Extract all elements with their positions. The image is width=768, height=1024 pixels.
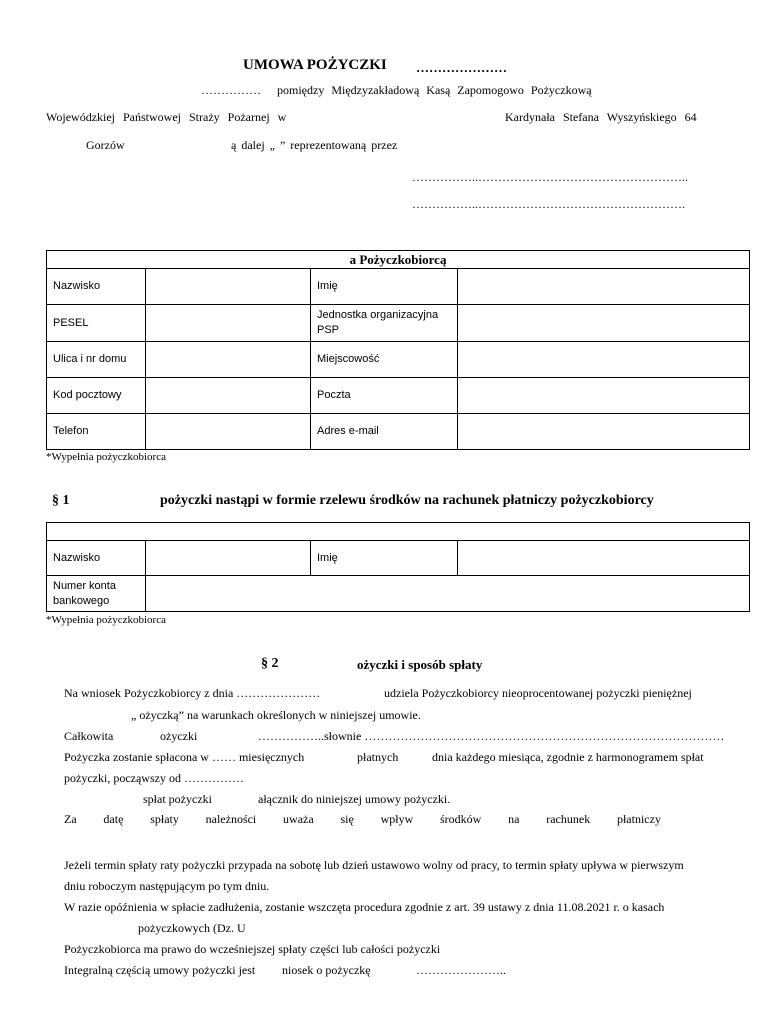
s2-line5: pożyczki, począwszy od …………… — [64, 771, 244, 785]
label-imie: Imię — [311, 269, 458, 305]
table-row — [47, 378, 750, 414]
s2-line2: „ ożyczką” na warunkach określonych w niniejszej umowie. — [131, 708, 421, 722]
s2-line7-word: rachunek — [546, 812, 591, 826]
field-imie[interactable] — [458, 269, 750, 305]
table-row — [47, 269, 750, 305]
s2-line7-word: na — [508, 812, 520, 826]
representative-line-1: ……………..…………………………………………….. — [412, 170, 688, 184]
s2-line7-word: spłaty — [150, 812, 179, 826]
label-poczta: Poczta — [311, 378, 458, 414]
representative-line-2: ……………..……………………………………………. — [412, 197, 685, 211]
header-line1-dots: …………… — [201, 83, 261, 97]
s2-para5-c: ………………….. — [416, 963, 506, 977]
title-dots: ………………… — [416, 60, 507, 75]
label-account-imie: Imię — [311, 541, 458, 576]
table-row — [47, 342, 750, 378]
field-email[interactable] — [458, 414, 750, 450]
label-miejscowosc: Miejscowość — [311, 342, 458, 378]
s2-line4-c: dnia każdego miesiąca, zgodnie z harmonogramem spłat — [432, 750, 704, 764]
s2-line3-c: ……………..słownie ……………………………………………………………………………… — [258, 729, 725, 743]
label-email: Adres e-mail — [311, 414, 458, 450]
borrower-table — [46, 250, 750, 450]
label-numer-konta: Numer konta bankowego — [47, 576, 146, 612]
label-jednostka: Jednostka organizacyjna PSP — [311, 305, 458, 342]
label-pesel: PESEL — [47, 305, 146, 342]
field-ulica[interactable] — [146, 342, 311, 378]
s2-para5-b: niosek o pożyczkę — [282, 963, 371, 977]
table-row — [47, 541, 750, 576]
section2-title: ożyczki i sposób spłaty — [357, 657, 483, 672]
field-jednostka[interactable] — [458, 305, 750, 342]
header-line2-right: Kardynała Stefana Wyszyńskiego 64 — [505, 110, 697, 124]
field-account-nazwisko[interactable] — [146, 541, 311, 576]
header-line3-city: Gorzów — [86, 138, 125, 152]
s2-line7-word: się — [340, 812, 354, 826]
s2-para3-line1: W razie opóźnienia w spłacie zadłużenia, zostanie wszczęta procedura zgodnie z art. 39 ustawy z dnia 11.08.2021 r. o kasach — [64, 900, 665, 914]
s2-line4-b: płatnych — [357, 750, 399, 764]
s2-line4-a: Pożyczka zostanie spłacona w …… miesięcznych — [64, 750, 305, 764]
account-table-header-row — [47, 523, 750, 541]
table-row — [47, 305, 750, 342]
label-kod-pocztowy: Kod pocztowy — [47, 378, 146, 414]
field-numer-konta[interactable] — [146, 576, 750, 612]
field-miejscowosc[interactable] — [458, 342, 750, 378]
field-telefon[interactable] — [146, 414, 311, 450]
s2-line1-a: Na wniosek Pożyczkobiorcy z dnia ………………… — [64, 686, 321, 700]
s2-line6-a: spłat pożyczki — [143, 792, 212, 806]
header-line2-left: Wojewódzkiej Państwowej Straży Pożarnej w — [46, 110, 287, 124]
label-ulica: Ulica i nr domu — [47, 342, 146, 378]
field-nazwisko[interactable] — [146, 269, 311, 305]
s2-line7-word: datę — [103, 812, 124, 826]
field-account-imie[interactable] — [458, 541, 750, 576]
header-line1-text: pomiędzy Międzyzakładową Kasą Zapomogowo Pożyczkową — [277, 83, 592, 97]
label-account-nazwisko: Nazwisko — [47, 541, 146, 576]
s2-line7-word: środków — [440, 812, 482, 826]
s2-line3-b: ożyczki — [160, 729, 198, 743]
s2-line1-b: udziela Pożyczkobiorcy nieoprocentowanej pożyczki pieniężnej — [384, 686, 692, 700]
field-kod-pocztowy[interactable] — [146, 378, 311, 414]
table-row — [47, 576, 750, 612]
s2-para5-a: Integralną częścią umowy pożyczki jest — [64, 963, 256, 977]
label-nazwisko: Nazwisko — [47, 269, 146, 305]
s2-para2-line2: dniu roboczym następującym po tym dniu. — [64, 879, 270, 893]
field-pesel[interactable] — [146, 305, 311, 342]
field-poczta[interactable] — [458, 378, 750, 414]
s2-line7-word: płatniczy — [616, 812, 661, 826]
account-table-note: *Wypełnia pożyczkobiorca — [46, 614, 166, 626]
section1-number: § 1 — [52, 493, 70, 508]
label-telefon: Telefon — [47, 414, 146, 450]
header-line3-rest: ą dalej „ ” reprezentowaną przez — [231, 138, 398, 152]
s2-para3-line2: pożyczkowych (Dz. U — [138, 921, 246, 935]
s2-para2-line1: Jeżeli termin spłaty raty pożyczki przypada na sobotę lub dzień ustawowo wolny od pracy, to termin spłaty upływa w pierwszym — [64, 858, 684, 872]
account-table — [46, 522, 750, 612]
borrower-table-heading: a Pożyczkobiorcą — [47, 251, 750, 269]
section1-text: pożyczki nastąpi w formie rzelewu środków na rachunek płatniczy pożyczkobiorcy — [160, 493, 654, 508]
document-title: UMOWA POŻYCZKI — [243, 57, 387, 73]
s2-line7 — [64, 812, 661, 827]
s2-line7-word: wpływ — [380, 812, 414, 826]
s2-line3-a: Całkowita — [64, 729, 114, 743]
s2-line7-word: Za — [64, 812, 77, 826]
s2-para4: Pożyczkobiorca ma prawo do wcześniejszej spłaty części lub całości pożyczki — [64, 942, 441, 956]
section2-number: § 2 — [261, 656, 279, 671]
borrower-table-note: *Wypełnia pożyczkobiorca — [46, 451, 166, 463]
s2-line7-word: uważa — [283, 812, 314, 826]
s2-line7-word: należności — [205, 812, 257, 826]
table-row — [47, 414, 750, 450]
s2-line6-b: ałącznik do niniejszej umowy pożyczki. — [258, 792, 451, 806]
